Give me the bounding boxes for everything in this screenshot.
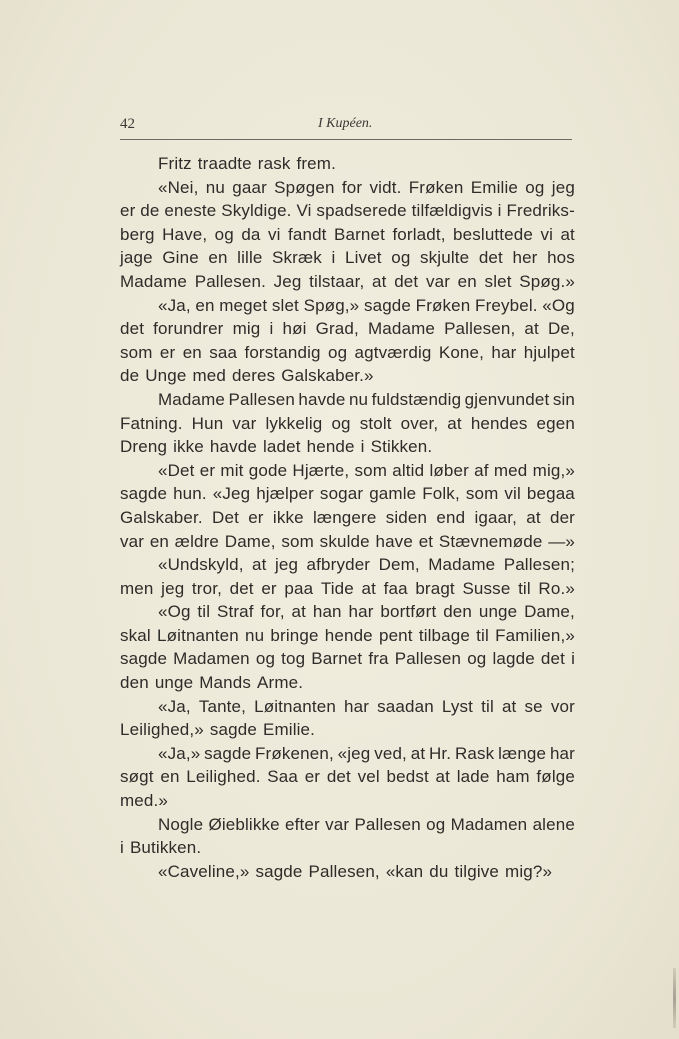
text-line: jage Gine en lille Skræk i Livet og skjulte det her hos (120, 248, 575, 268)
running-title: I Kupéen. (318, 116, 373, 131)
text-line: «Ja, en meget slet Spøg,» sagde Frøken Freybel. «Og (158, 295, 575, 315)
text-line: søgt en Leilighed. Saa er det vel bedst at lade ham følge (120, 767, 575, 787)
page-header (120, 116, 572, 138)
text-line: «Det er mit gode Hjærte, som altid løber af med mig,» (158, 460, 575, 480)
text-line: skal Løitnanten nu bringe hende pent tilbage til Familien,» (120, 625, 575, 645)
text-line: men jeg tror, det er paa Tide at faa bragt Susse til Ro.» (120, 578, 575, 598)
text-line: Madame Pallesen havde nu fuldstændig gjenvundet sin (158, 389, 575, 409)
text-line: det forundrer mig i høi Grad, Madame Pallesen, at De, (120, 319, 575, 339)
text-line: Nogle Øieblikke efter var Pallesen og Madamen alene (158, 814, 575, 834)
text-line: var en ældre Dame, som skulde have et Stævnemøde —» (120, 531, 575, 551)
text-line: «Nei, nu gaar Spøgen for vidt. Frøken Emilie og jeg (158, 177, 575, 197)
text-line: med.» (120, 791, 168, 811)
text-line: er de eneste Skyldige. Vi spadserede tilfældigvis i Fredriks- (120, 201, 575, 221)
text-line: den unge Mands Arme. (120, 673, 304, 693)
text-line: «Ja, Tante, Løitnanten har saadan Lyst til at se vor (158, 696, 575, 716)
text-line: Fatning. Hun var lykkelig og stolt over, at hendes egen (120, 413, 575, 433)
text-line: «Ja,» sagde Frøkenen, «jeg ved, at Hr. Rask længe har (158, 743, 575, 763)
text-line: som er en saa forstandig og agtværdig Kone, har hjulpet (120, 342, 575, 362)
header-rule (120, 139, 572, 140)
text-line: de Unge med deres Galskaber.» (120, 366, 374, 386)
text-line: Dreng ikke havde ladet hende i Stikken. (120, 437, 433, 457)
text-line: sagde hun. «Jeg hjælper sogar gamle Folk, som vil begaa (120, 484, 575, 504)
text-line: Galskaber. Det er ikke længere siden end igaar, at der (120, 507, 575, 527)
text-line: «Caveline,» sagde Pallesen, «kan du tilgive mig?» (158, 861, 553, 881)
text-line: Fritz traadte rask frem. (158, 154, 336, 173)
body-text (120, 152, 575, 883)
text-line: i Butikken. (120, 838, 202, 858)
page-edge-mark (673, 968, 676, 1028)
text-line: sagde Madamen og tog Barnet fra Pallesen og lagde det i (120, 649, 575, 669)
text-line: «Og til Straf for, at han har bortført den unge Dame, (158, 602, 575, 622)
text-line: Madame Pallesen. Jeg tilstaar, at det var en slet Spøg.» (120, 271, 575, 291)
page-number: 42 (120, 116, 135, 132)
text-line: Leilighed,» sagde Emilie. (120, 720, 316, 740)
text-line: berg Have, og da vi fandt Barnet forladt, besluttede vi at (120, 224, 575, 244)
text-line: «Undskyld, at jeg afbryder Dem, Madame Pallesen; (158, 555, 575, 575)
